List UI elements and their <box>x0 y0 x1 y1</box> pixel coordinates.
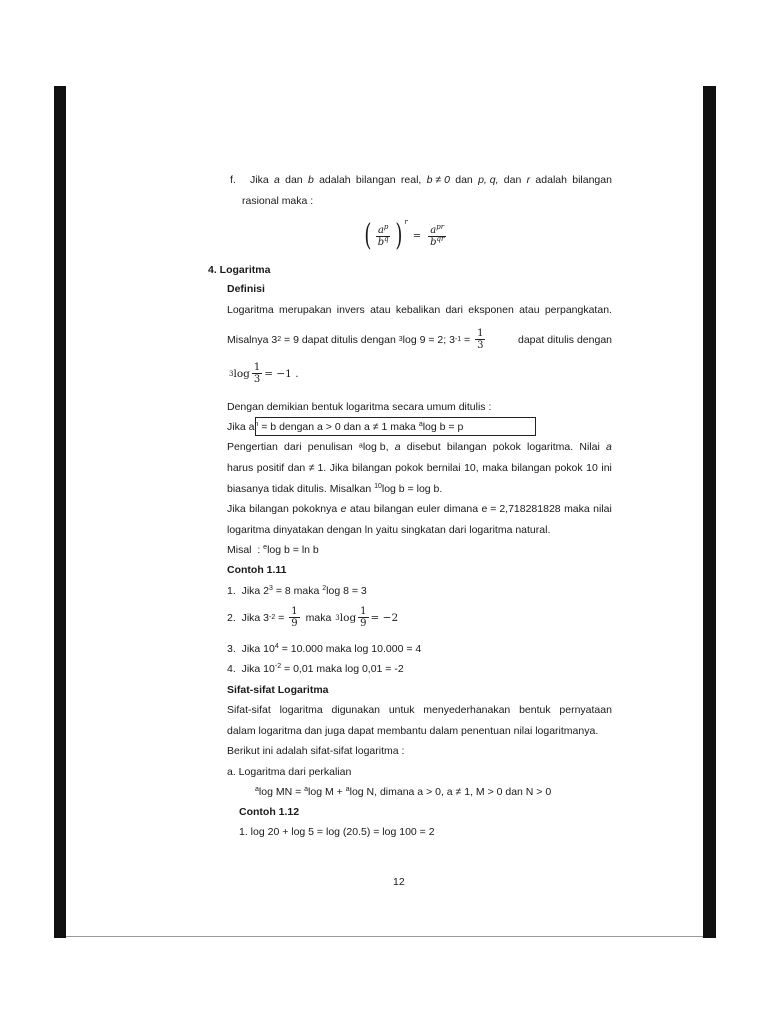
sifat-line1 <box>227 703 612 717</box>
sifat-word: logaritma <box>279 704 323 716</box>
item-f-word: a <box>273 174 280 186</box>
pengertian-word: pokok <box>395 462 424 474</box>
scan-border-bottom <box>66 936 703 937</box>
sifat-word: pernyataan <box>559 704 612 716</box>
item-f-word: adalah <box>319 174 351 186</box>
definition-word: kebalikan <box>395 304 441 316</box>
item-f-word: adalah <box>535 174 567 186</box>
scan-border-right <box>703 86 716 938</box>
section-heading: 4. Logaritma <box>208 264 271 276</box>
misal-ln-line: Misal : $^e$log b = ln b <box>227 544 319 556</box>
pengertian-word: a <box>606 441 612 453</box>
euler-word: euler <box>416 503 441 515</box>
pengertian-word: ᵃlog b, <box>358 441 389 453</box>
euler-word: nilai <box>593 503 612 515</box>
pengertian-word: dan <box>287 462 306 474</box>
item-f-word: p, q, <box>478 174 499 186</box>
sifat-word: Sifat-sifat <box>227 704 271 716</box>
pengertian-word: 10 <box>586 462 598 474</box>
pengertian-word: penulisan <box>307 441 353 453</box>
item-f-label: f. <box>230 174 236 186</box>
definition-word: invers <box>336 304 365 316</box>
euler-word: maka <box>564 503 590 515</box>
pengertian-word: bilangan <box>351 462 392 474</box>
contoh-1-11-item1: 1. Jika $2^3 = 8$ maka $^2$log 8 = 3 <box>227 585 367 597</box>
euler-word: e = 2,718281828 <box>481 503 561 515</box>
contoh-1-11-item4: 4. Jika $10^{-2} = 0,01$ maka log 0,01 = -2 <box>227 663 404 675</box>
contoh-1-11-item2: 2. Jika 3 -2 = $\frac{1}{9}$ maka 3 log $\frac{1}{9}$ = −2 <box>227 606 399 629</box>
pengertian-word: logaritma. <box>527 441 574 453</box>
sifat-word: untuk <box>388 704 415 716</box>
euler-word: atau <box>349 503 371 515</box>
pengertian-word: Nilai <box>579 441 600 453</box>
sifat-word: bentuk <box>519 704 551 716</box>
definition-word: dari <box>445 304 463 316</box>
definition-word: Logaritma <box>227 304 274 316</box>
definition-text <box>227 303 612 317</box>
exponent-fraction-formula: ( $\frac{a^p}{b^q}$ ) r = $\frac{a^{pr}}{b^{qr}}$ <box>364 218 445 253</box>
contoh-1-11-heading: Contoh 1.11 <box>227 564 287 576</box>
pengertian-word: Pengertian <box>227 441 278 453</box>
product-rule: $^a$log MN = $^a$log M + $^a$log N, dimana a > 0, a ≠ 1, M > 0 dan N > 0 <box>255 786 552 798</box>
euler-word: bilangan <box>249 503 289 515</box>
pengertian-word: ini <box>601 462 612 474</box>
pengertian-word: dari <box>284 441 302 453</box>
item-f-word: bilangan <box>572 174 612 186</box>
item-f-word: real, <box>400 174 422 186</box>
log-example-formula: 3 log $\frac{1}{3}$ = −1 . <box>229 362 299 385</box>
pengertian-word: bernilai <box>426 462 461 474</box>
pengertian-word: 10, <box>464 462 479 474</box>
sifat-word: digunakan <box>331 704 381 716</box>
pengertian-word: a <box>394 441 401 453</box>
contoh-1-12-heading: Contoh 1.12 <box>239 806 300 818</box>
pengertian-word: bilangan <box>511 462 552 474</box>
euler-word: e <box>340 503 347 515</box>
item-f-word: r <box>526 174 531 186</box>
euler-line1 <box>227 502 612 516</box>
item-f-word: b ≠ 0 <box>426 174 450 186</box>
pengertian-line3: biasanya tidak ditulis. Misalkan $^{10}$log b = log b. <box>227 483 443 495</box>
euler-word: pokoknya <box>292 503 338 515</box>
euler-word: dimana <box>443 503 479 515</box>
contoh-1-11-item3: 3. Jika $10^4 = 10.000$ maka log 10.000 = 4 <box>227 643 422 655</box>
pengertian-line1 <box>227 440 612 454</box>
pengertian-word: pokok <box>554 462 583 474</box>
item-f-word: dan <box>285 174 303 186</box>
item-f-word: b <box>307 174 314 186</box>
pengertian-word: Jika <box>329 462 349 474</box>
definition-rule: Jika $a^n = b$ dengan a > 0 dan a ≠ 1 maka $^a$log b = p <box>227 421 464 433</box>
pengertian-line2 <box>227 461 612 475</box>
misalnya-line: Misalnya 3 2 = 9 dapat ditulis dengan 3 log 9 = 2; 3 -1 = $\frac{1}{3}$ dapat ditulis dengan <box>227 328 612 351</box>
item-f-word: dan <box>455 174 473 186</box>
pengertian-word: bilangan <box>446 441 487 453</box>
sifat-line2: dalam logaritma dan juga dapat membantu dalam penentuan nilai logaritmanya. <box>227 725 599 737</box>
page-number: 12 <box>393 876 405 888</box>
contoh-1-12-item1: 1. log 20 + log 5 = log (20.5) = log 100 = 2 <box>239 826 435 838</box>
pengertian-word: harus <box>227 462 254 474</box>
definition-word: merupakan <box>278 304 332 316</box>
scan-border-left <box>54 86 66 938</box>
sifat-item-a: a. Logaritma dari perkalian <box>227 766 352 778</box>
definition-word: perpangkatan. <box>544 304 612 316</box>
euler-word: Jika <box>227 503 246 515</box>
sifat-heading: Sifat-sifat Logaritma <box>227 684 329 696</box>
definisi-heading: Definisi <box>227 283 265 295</box>
pengertian-word: pokok <box>492 441 521 453</box>
sifat-line3: Berikut ini adalah sifat-sifat logaritma : <box>227 745 405 757</box>
sifat-word: menyederhanakan <box>423 704 511 716</box>
item-f-word: bilangan <box>355 174 396 186</box>
euler-word: bilangan <box>373 503 414 515</box>
pengertian-word: disebut <box>406 441 441 453</box>
euler-line2: logaritma dinyatakan dengan ln yaitu singkatan dari logaritma natural. <box>227 524 551 536</box>
definition-word: eksponen <box>468 304 514 316</box>
definition-word: atau <box>519 304 540 316</box>
pengertian-word: maka <box>482 462 508 474</box>
general-form-intro: Dengan demikian bentuk logaritma secara umum ditulis : <box>227 401 492 413</box>
item-f-word: dan <box>503 174 522 186</box>
item-f-word: Jika <box>250 174 269 186</box>
item-f-line1 <box>250 173 612 187</box>
pengertian-word: positif <box>256 462 285 474</box>
item-f-line2: rasional maka : <box>242 195 314 207</box>
pengertian-word: ≠ 1. <box>308 462 327 474</box>
definition-word: atau <box>370 304 391 316</box>
